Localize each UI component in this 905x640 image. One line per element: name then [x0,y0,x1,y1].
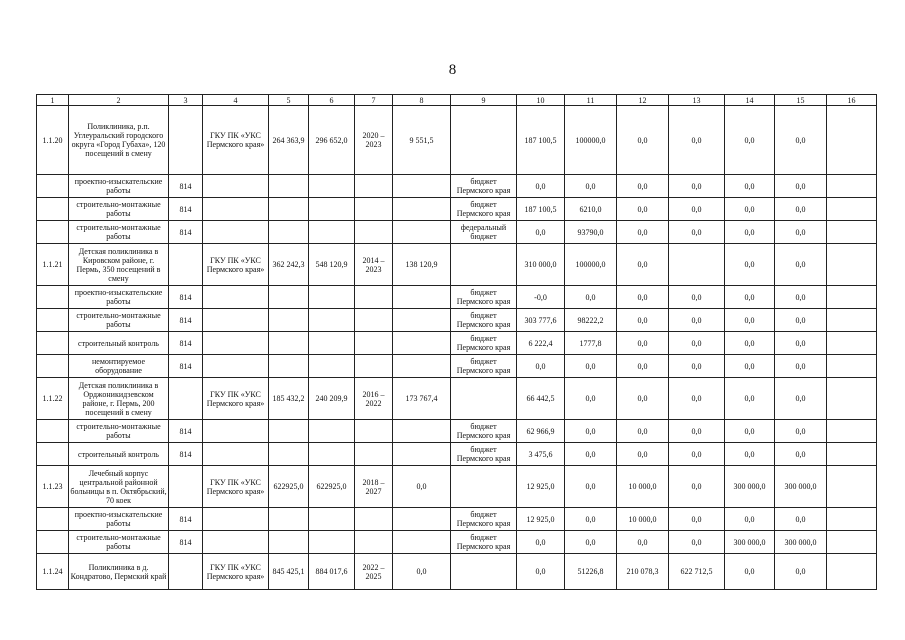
table-cell: 0,0 [725,309,775,332]
table-cell [269,443,309,466]
table-cell: 0,0 [775,420,827,443]
table-cell [169,378,203,420]
table-cell [355,508,393,531]
table-cell: 0,0 [775,355,827,378]
table-cell: ГКУ ПК «УКС Пермского края» [203,466,269,508]
table-cell [355,198,393,221]
table-cell: 0,0 [669,531,725,554]
table-cell [393,286,451,309]
table-cell [393,198,451,221]
table-cell: строительно-монтажные работы [69,420,169,443]
table-cell [269,286,309,309]
table-cell: бюджет Пермского края [451,286,517,309]
column-header: 10 [517,95,565,106]
table-cell: 0,0 [393,466,451,508]
table-cell [37,355,69,378]
table-row [37,531,877,554]
table-cell [169,244,203,286]
table-row [37,175,877,198]
table-cell: 1.1.21 [37,244,69,286]
table-cell: 300 000,0 [775,531,827,554]
table-cell: 814 [169,309,203,332]
table-cell: 0,0 [565,420,617,443]
table-cell: 814 [169,443,203,466]
column-header: 12 [617,95,669,106]
table-cell: 0,0 [617,309,669,332]
table-cell [203,286,269,309]
table-cell: 622 712,5 [669,554,725,590]
table-cell [203,175,269,198]
table-cell [269,309,309,332]
table-cell: 548 120,9 [309,244,355,286]
table-cell: 622925,0 [309,466,355,508]
table-cell: 814 [169,332,203,355]
column-header: 14 [725,95,775,106]
table-row [37,420,877,443]
table-cell: Детская поликлиника в Орджоникидзевском районе, г. Пермь, 200 посещений в смену [69,378,169,420]
table-cell: 622925,0 [269,466,309,508]
table-cell: 100000,0 [565,106,617,175]
table-cell: 0,0 [517,175,565,198]
table-cell: 10 000,0 [617,466,669,508]
table-cell: 0,0 [617,286,669,309]
table-cell: 264 363,9 [269,106,309,175]
table-cell: 0,0 [725,221,775,244]
table-cell [393,221,451,244]
table-cell: 0,0 [725,198,775,221]
table-cell [355,355,393,378]
table-cell: бюджет Пермского края [451,332,517,355]
table-cell [309,508,355,531]
table-cell: 0,0 [565,175,617,198]
table-cell [309,309,355,332]
table-cell [309,531,355,554]
table-cell: 0,0 [669,466,725,508]
column-header: 5 [269,95,309,106]
table-cell: 0,0 [775,554,827,590]
column-header: 15 [775,95,827,106]
table-row [37,443,877,466]
table-cell [269,175,309,198]
table-cell: 0,0 [775,175,827,198]
table-cell: 0,0 [517,531,565,554]
table-cell: 0,0 [565,286,617,309]
table-cell: 300 000,0 [725,466,775,508]
table-cell: 814 [169,531,203,554]
table-cell: 0,0 [775,443,827,466]
table-cell: 814 [169,420,203,443]
table-cell: 66 442,5 [517,378,565,420]
table-cell: 2020 – 2023 [355,106,393,175]
table-cell: 210 078,3 [617,554,669,590]
table-cell: 884 017,6 [309,554,355,590]
table-cell: 240 209,9 [309,378,355,420]
table-cell [309,420,355,443]
table-cell [827,106,877,175]
table-row [37,244,877,286]
table-cell: 0,0 [565,508,617,531]
table-row [37,332,877,355]
table-cell: 0,0 [565,443,617,466]
table-cell: 0,0 [617,198,669,221]
page-number: 8 [448,62,457,78]
table-row [37,554,877,590]
table-cell [393,531,451,554]
table-cell: 0,0 [617,106,669,175]
table-cell [355,531,393,554]
table-cell [203,355,269,378]
table-cell: 10 000,0 [617,508,669,531]
table-cell: 0,0 [565,378,617,420]
table-cell: 300 000,0 [775,466,827,508]
table-cell: 0,0 [617,221,669,244]
table-cell [393,332,451,355]
table-cell [827,198,877,221]
table-cell: 814 [169,355,203,378]
table-cell [451,244,517,286]
table-cell: 0,0 [565,531,617,554]
table-cell [309,198,355,221]
table-cell: 0,0 [725,554,775,590]
table-cell: 0,0 [617,244,669,286]
table-cell [827,508,877,531]
table-cell: 0,0 [775,508,827,531]
table-cell: ГКУ ПК «УКС Пермского края» [203,244,269,286]
table-cell: 0,0 [725,508,775,531]
table-cell [393,175,451,198]
table-row [37,466,877,508]
table-cell: бюджет Пермского края [451,198,517,221]
table-cell: 0,0 [725,175,775,198]
table-cell: ГКУ ПК «УКС Пермского края» [203,106,269,175]
table-cell: 362 242,3 [269,244,309,286]
table-cell [37,175,69,198]
table-cell: проектно-изыскательские работы [69,286,169,309]
table-cell [669,244,725,286]
table-cell [37,332,69,355]
table-cell: федеральный бюджет [451,221,517,244]
table-cell [37,198,69,221]
column-header: 4 [203,95,269,106]
table-cell: 173 767,4 [393,378,451,420]
table-cell: 9 551,5 [393,106,451,175]
table-cell: 0,0 [725,355,775,378]
table-cell [355,420,393,443]
table-cell: 100000,0 [565,244,617,286]
table-cell: 0,0 [775,309,827,332]
table-cell [827,466,877,508]
table-cell: 138 120,9 [393,244,451,286]
table-cell [269,198,309,221]
table-cell: 1.1.23 [37,466,69,508]
table-cell: 0,0 [669,198,725,221]
table-cell: 2014 – 2023 [355,244,393,286]
table-cell: 0,0 [669,355,725,378]
table-cell [203,198,269,221]
table-cell: 0,0 [775,198,827,221]
table-cell: 814 [169,286,203,309]
table-cell: 0,0 [725,106,775,175]
table-cell: строительно-монтажные работы [69,198,169,221]
table-row [37,508,877,531]
table-cell: 185 432,2 [269,378,309,420]
table-cell [269,355,309,378]
table-cell [827,244,877,286]
table-cell [827,309,877,332]
table-cell: 0,0 [617,443,669,466]
table-cell: 0,0 [775,221,827,244]
table-cell: 12 925,0 [517,466,565,508]
table-cell [393,309,451,332]
table-cell [37,443,69,466]
table-cell [203,443,269,466]
table-cell: проектно-изыскательские работы [69,175,169,198]
table-cell: 98222,2 [565,309,617,332]
column-header: 2 [69,95,169,106]
table-cell: 93790,0 [565,221,617,244]
table-cell [269,531,309,554]
table-cell: 0,0 [617,332,669,355]
table-cell: 0,0 [775,106,827,175]
table-cell [827,286,877,309]
table-cell: 0,0 [669,332,725,355]
table-cell [451,466,517,508]
table-cell: 0,0 [517,554,565,590]
table-cell [309,355,355,378]
table-cell [827,175,877,198]
table-cell [309,443,355,466]
table-cell [169,554,203,590]
table-cell [827,332,877,355]
table-cell: 310 000,0 [517,244,565,286]
table-cell: 0,0 [725,244,775,286]
table-cell [451,106,517,175]
table-cell: 0,0 [565,466,617,508]
table-cell: ГКУ ПК «УКС Пермского края» [203,378,269,420]
table-cell [309,286,355,309]
table-cell [451,378,517,420]
table-cell: 814 [169,508,203,531]
column-header: 9 [451,95,517,106]
table-cell [269,221,309,244]
table-cell: 0,0 [617,531,669,554]
table-cell [269,508,309,531]
table-cell: 0,0 [669,175,725,198]
table-cell: 0,0 [617,378,669,420]
table-cell: 0,0 [775,332,827,355]
table-cell: 0,0 [725,332,775,355]
table-cell [203,420,269,443]
table-cell: строительный контроль [69,332,169,355]
table-cell: 187 100,5 [517,198,565,221]
table-cell: строительно-монтажные работы [69,531,169,554]
table-cell [827,443,877,466]
table-row [37,355,877,378]
table-cell [269,420,309,443]
table-cell [269,332,309,355]
table-cell: 0,0 [669,378,725,420]
table-cell: бюджет Пермского края [451,175,517,198]
table-cell: 0,0 [725,443,775,466]
table-cell: ГКУ ПК «УКС Пермского края» [203,554,269,590]
table-cell [203,332,269,355]
table-cell: бюджет Пермского края [451,355,517,378]
table-cell: 1.1.22 [37,378,69,420]
table-cell: 0,0 [393,554,451,590]
table-cell [37,221,69,244]
table-cell [355,309,393,332]
table-cell: 0,0 [669,309,725,332]
column-header: 7 [355,95,393,106]
table-cell: 0,0 [775,286,827,309]
table-cell: бюджет Пермского края [451,309,517,332]
table-cell: 2022 – 2025 [355,554,393,590]
table-cell [309,175,355,198]
table-cell [169,466,203,508]
table-row [37,309,877,332]
column-header: 6 [309,95,355,106]
table-cell: 0,0 [725,286,775,309]
table-cell [355,221,393,244]
table-cell: 6 222,4 [517,332,565,355]
table-cell: 0,0 [669,286,725,309]
table-cell [355,443,393,466]
table-cell [393,355,451,378]
budget-table [36,94,877,590]
table-cell: 814 [169,221,203,244]
table-cell: 303 777,6 [517,309,565,332]
table-cell: строительно-монтажные работы [69,309,169,332]
table-row [37,286,877,309]
table-cell: 0,0 [725,378,775,420]
column-header: 3 [169,95,203,106]
table-cell: строительный контроль [69,443,169,466]
table-cell [37,420,69,443]
table-row [37,221,877,244]
table-cell [169,106,203,175]
table-cell: -0,0 [517,286,565,309]
table-cell: бюджет Пермского края [451,420,517,443]
table-row [37,106,877,175]
table-cell [827,420,877,443]
table-cell: 0,0 [669,443,725,466]
column-header: 8 [393,95,451,106]
table-cell: проектно-изыскательские работы [69,508,169,531]
table-cell: бюджет Пермского края [451,531,517,554]
table-cell [827,355,877,378]
table-cell: Детская поликлиника в Кировском районе, г. Пермь, 350 посещений в смену [69,244,169,286]
table-cell: 0,0 [775,244,827,286]
column-header: 11 [565,95,617,106]
table-cell: бюджет Пермского края [451,508,517,531]
table-cell: 2018 – 2027 [355,466,393,508]
table-row [37,198,877,221]
table-cell: 1777,8 [565,332,617,355]
table-cell: 0,0 [617,355,669,378]
table-cell: 2016 – 2022 [355,378,393,420]
table-cell [451,554,517,590]
table-cell: 300 000,0 [725,531,775,554]
table-cell: 3 475,6 [517,443,565,466]
table-cell: 0,0 [565,355,617,378]
table-cell [203,221,269,244]
table-cell: 0,0 [775,378,827,420]
table-cell [203,309,269,332]
column-header: 13 [669,95,725,106]
column-header: 16 [827,95,877,106]
table-cell [203,508,269,531]
table-cell: 0,0 [517,355,565,378]
table-cell: 814 [169,175,203,198]
table-cell [393,420,451,443]
table-cell: 6210,0 [565,198,617,221]
table-cell: 1.1.20 [37,106,69,175]
table-cell [309,221,355,244]
table-cell [37,286,69,309]
table-row [37,378,877,420]
table-cell: Поликлиника в д. Кондратово, Пермский край [69,554,169,590]
table-cell: Поликлиника, р.п. Углеуральский городского округа «Город Губаха», 120 посещений в смену [69,106,169,175]
column-header: 1 [37,95,69,106]
table-cell [827,531,877,554]
table-cell [827,554,877,590]
table-cell: 62 966,9 [517,420,565,443]
table-cell: 51226,8 [565,554,617,590]
table-cell [37,508,69,531]
table-cell: 0,0 [617,175,669,198]
table-cell [827,221,877,244]
table-cell: 0,0 [669,106,725,175]
table-cell: 0,0 [669,221,725,244]
table-cell: 1.1.24 [37,554,69,590]
header-row [37,95,877,106]
table-cell: строительно-монтажные работы [69,221,169,244]
table-cell [393,508,451,531]
table-cell [355,332,393,355]
table-cell [37,309,69,332]
table-cell [309,332,355,355]
table-cell: 0,0 [669,508,725,531]
table-cell: 0,0 [669,420,725,443]
table-cell [355,175,393,198]
table-cell: 12 925,0 [517,508,565,531]
table-cell: 0,0 [725,420,775,443]
table-cell [827,378,877,420]
table-cell [355,286,393,309]
table-cell: 0,0 [517,221,565,244]
table-cell: немонтируемое оборудование [69,355,169,378]
table-cell: бюджет Пермского края [451,443,517,466]
table-cell: 0,0 [617,420,669,443]
table-cell: 845 425,1 [269,554,309,590]
table-cell [393,443,451,466]
table-cell: 814 [169,198,203,221]
table-cell: Лечебный корпус центральной районной больницы в п. Октябрьский, 70 коек [69,466,169,508]
table-cell [37,531,69,554]
table-cell [203,531,269,554]
table-cell: 187 100,5 [517,106,565,175]
table-cell: 296 652,0 [309,106,355,175]
